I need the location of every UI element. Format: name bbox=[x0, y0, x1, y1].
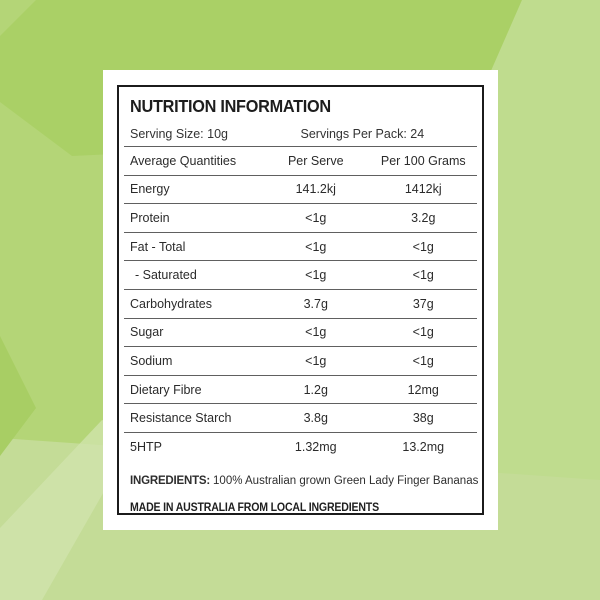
per-100-grams-value: <1g bbox=[412, 268, 434, 283]
ingredients-text: 100% Australian grown Green Lady Finger Bananas bbox=[213, 474, 479, 487]
per-serve-value: 141.2kj bbox=[295, 182, 336, 197]
nutrient-label: - Saturated bbox=[135, 268, 197, 283]
per-100-grams-value: 37g bbox=[412, 296, 434, 311]
nutrient-label: Energy bbox=[130, 182, 170, 197]
nutrient-label: Protein bbox=[130, 210, 170, 225]
table-row-sodium bbox=[124, 347, 477, 376]
per-100-grams-value: <1g bbox=[412, 325, 434, 340]
per-serve-value: 1.2g bbox=[303, 382, 328, 397]
per-100-grams-value: 38g bbox=[412, 411, 434, 426]
per-100-grams-value: 3.2g bbox=[411, 210, 436, 225]
label-header bbox=[119, 87, 482, 146]
per-100-grams-value: 13.2mg bbox=[402, 439, 445, 454]
table-row-protein bbox=[124, 204, 477, 233]
table-row-carbohydrates bbox=[124, 290, 477, 319]
table-row-sugar bbox=[124, 319, 477, 348]
nutrient-label: Dietary Fibre bbox=[130, 382, 202, 397]
nutrient-label: Fat - Total bbox=[130, 239, 186, 254]
per-serve-value: <1g bbox=[305, 268, 327, 283]
column-header-per-serve: Per Serve bbox=[287, 153, 344, 168]
table-row-5htp bbox=[124, 433, 477, 461]
servings-per-pack-text: Servings Per Pack: 24 bbox=[300, 127, 425, 141]
table-row-fat-saturated bbox=[124, 261, 477, 290]
per-serve-value: <1g bbox=[305, 210, 327, 225]
table-row-energy bbox=[124, 176, 477, 205]
per-serve-value: 1.32mg bbox=[294, 439, 337, 454]
column-header-average-quantities: Average Quantities bbox=[130, 153, 237, 168]
table-header-row bbox=[124, 147, 477, 176]
per-serve-value: <1g bbox=[305, 353, 327, 368]
nutrient-label: Sodium bbox=[130, 353, 173, 368]
per-serve-value: <1g bbox=[305, 325, 327, 340]
table-row-dietary-fibre bbox=[124, 376, 477, 405]
nutrient-label: Sugar bbox=[130, 325, 164, 340]
nutrient-label: 5HTP bbox=[130, 439, 162, 454]
nutrition-table bbox=[124, 146, 477, 461]
per-serve-value: 3.7g bbox=[303, 296, 328, 311]
per-serve-value: 3.8g bbox=[303, 411, 328, 426]
page-title: NUTRITION INFORMATION bbox=[130, 96, 331, 116]
origin-statement: MADE IN AUSTRALIA FROM LOCAL INGREDIENTS bbox=[130, 499, 379, 514]
per-100-grams-value: <1g bbox=[412, 353, 434, 368]
serving-info-row bbox=[130, 127, 471, 146]
table-row-fat-total bbox=[124, 233, 477, 262]
column-header-per-100-grams: Per 100 Grams bbox=[380, 153, 466, 168]
per-100-grams-value: 1412kj bbox=[404, 182, 442, 197]
table-row-resistance-starch bbox=[124, 404, 477, 433]
nutrient-label: Resistance Starch bbox=[130, 411, 232, 426]
per-100-grams-value: <1g bbox=[412, 239, 434, 254]
per-serve-value: <1g bbox=[305, 239, 327, 254]
per-100-grams-value: 12mg bbox=[407, 382, 439, 397]
nutrition-label-card bbox=[103, 70, 498, 530]
nutrition-label-frame bbox=[117, 85, 484, 515]
nutrient-label: Carbohydrates bbox=[130, 296, 212, 311]
ingredients-line bbox=[130, 474, 479, 487]
serving-size-text: Serving Size: 10g bbox=[130, 127, 228, 141]
ingredients-heading: INGREDIENTS: bbox=[130, 474, 211, 487]
